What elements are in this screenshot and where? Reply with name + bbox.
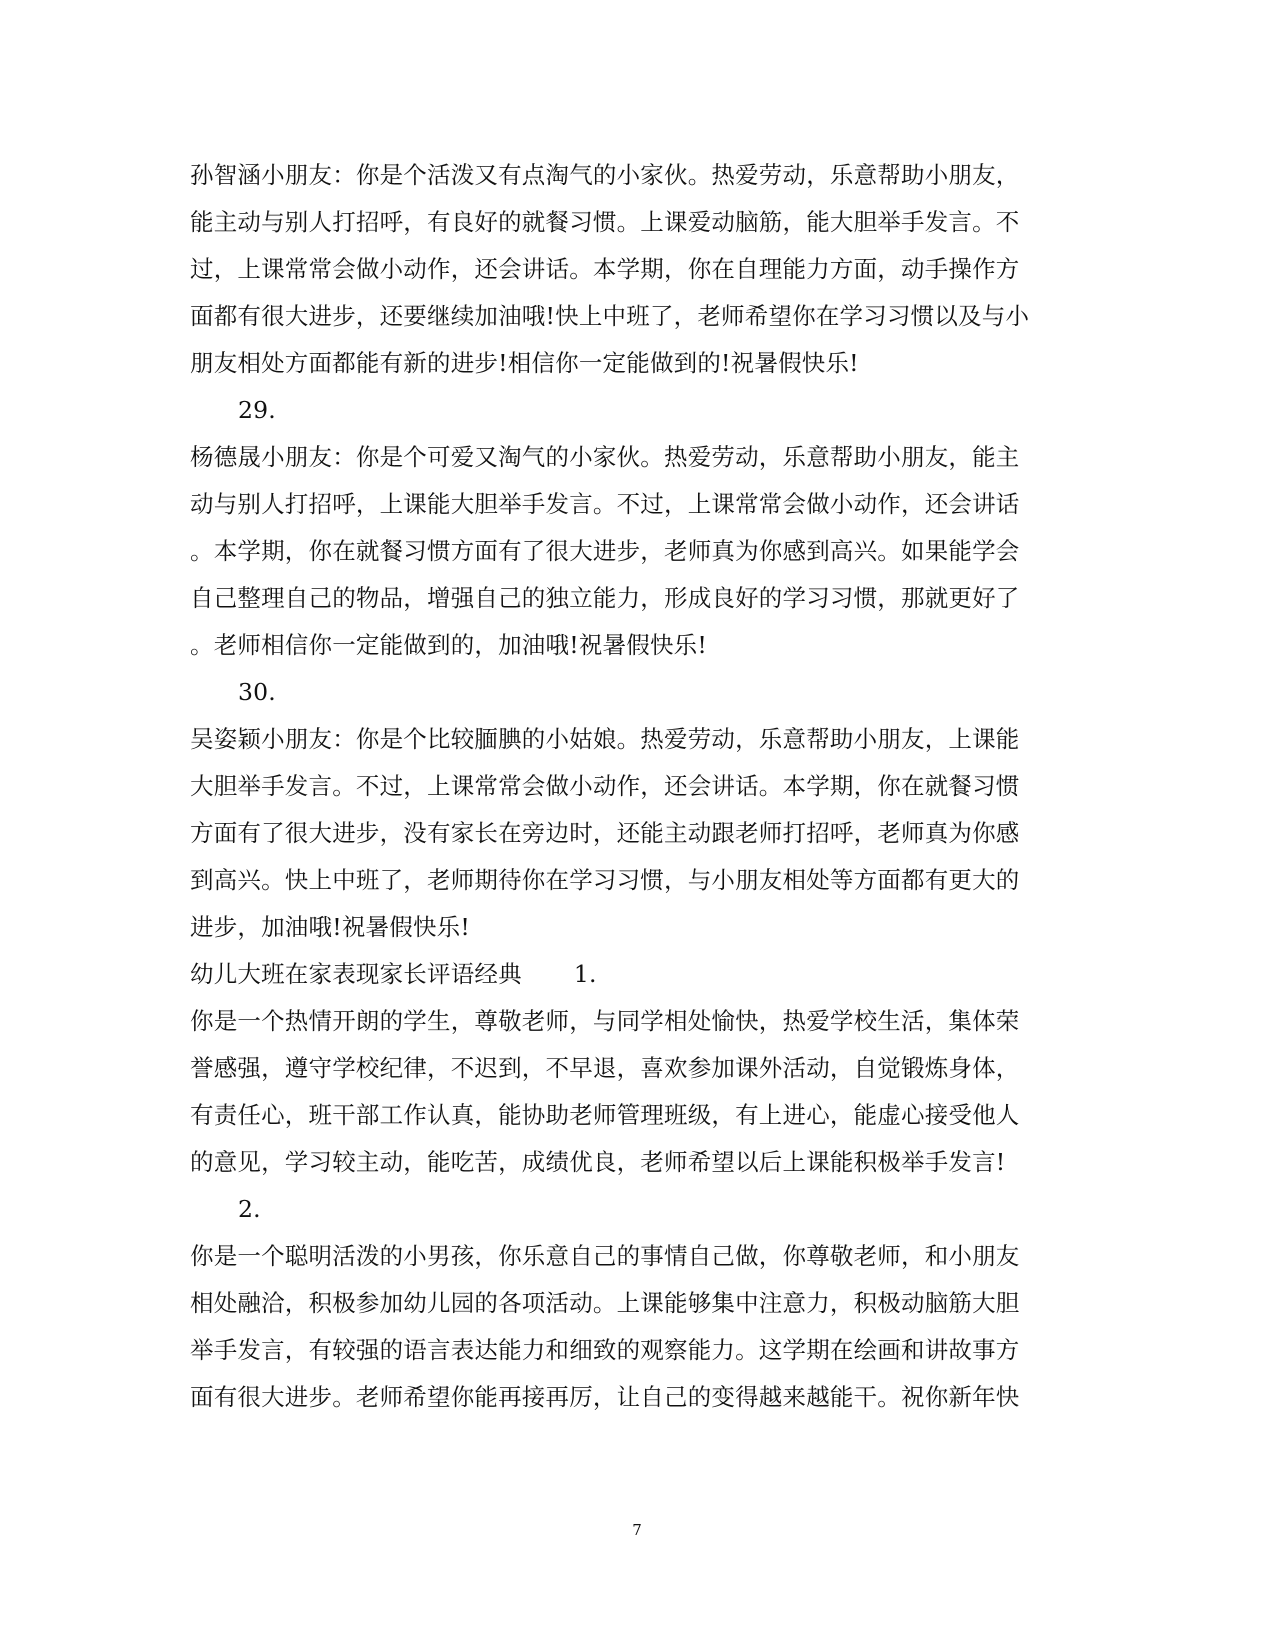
text-line: 吴姿颖小朋友：你是个比较腼腆的小姑娘。热爱劳动，乐意帮助小朋友，上课能 [190, 725, 1020, 753]
text-line: 动与别人打招呼，上课能大胆举手发言。不过，上课常常会做小动作，还会讲话 [190, 490, 1020, 518]
text-line: 过，上课常常会做小动作，还会讲话。本学期，你在自理能力方面，动手操作方 [190, 255, 1020, 283]
text-line: 杨德晟小朋友：你是个可爱又淘气的小家伙。热爱劳动，乐意帮助小朋友，能主 [190, 443, 1020, 471]
text-line: 相处融洽，积极参加幼儿园的各项活动。上课能够集中注意力，积极动脑筋大胆 [190, 1289, 1020, 1317]
text-line: 进步，加油哦!祝暑假快乐! [190, 913, 470, 941]
text-line: 方面有了很大进步，没有家长在旁边时，还能主动跟老师打招呼，老师真为你感 [190, 819, 1020, 847]
text-line: 你是一个聪明活泼的小男孩，你乐意自己的事情自己做，你尊敬老师，和小朋友 [190, 1242, 1020, 1270]
item-number: 30. [238, 678, 276, 706]
text-line: 有责任心，班干部工作认真，能协助老师管理班级，有上进心，能虚心接受他人 [190, 1101, 1020, 1129]
text-line: 你是一个热情开朗的学生，尊敬老师，与同学相处愉快，热爱学校生活，集体荣 [190, 1007, 1020, 1035]
item-number: 2. [238, 1195, 261, 1223]
text-line: 举手发言，有较强的语言表达能力和细致的观察能力。这学期在绘画和讲故事方 [190, 1336, 1020, 1364]
text-line: 大胆举手发言。不过，上课常常会做小动作，还会讲话。本学期，你在就餐习惯 [190, 772, 1020, 800]
item-number: 29. [238, 396, 276, 424]
section-heading-text: 幼儿大班在家表现家长评语经典 [190, 960, 522, 988]
section-heading [190, 959, 597, 989]
text-line: 朋友相处方面都能有新的进步!相信你一定能做到的!祝暑假快乐! [190, 349, 859, 377]
text-line: 面有很大进步。老师希望你能再接再厉，让自己的变得越来越能干。祝你新年快 [190, 1383, 1020, 1411]
text-line: 孙智涵小朋友：你是个活泼又有点淘气的小家伙。热爱劳动，乐意帮助小朋友， [190, 161, 1020, 189]
text-line: 誉感强，遵守学校纪律，不迟到，不早退，喜欢参加课外活动，自觉锻炼身体， [190, 1054, 1020, 1082]
text-line: 面都有很大进步，还要继续加油哦!快上中班了，老师希望你在学习习惯以及与小 [190, 302, 1030, 330]
text-line: 自己整理自己的物品，增强自己的独立能力，形成良好的学习习惯，那就更好了 [190, 584, 1020, 612]
text-line: 。老师相信你一定能做到的，加油哦!祝暑假快乐! [190, 631, 707, 659]
text-line: 能主动与别人打招呼，有良好的就餐习惯。上课爱动脑筋，能大胆举手发言。不 [190, 208, 1020, 236]
text-line: 。本学期，你在就餐习惯方面有了很大进步，老师真为你感到高兴。如果能学会 [190, 537, 1020, 565]
text-line: 到高兴。快上中班了，老师期待你在学习习惯，与小朋友相处等方面都有更大的 [190, 866, 1020, 894]
page-number: 7 [632, 1521, 642, 1539]
item-number: 1. [573, 960, 597, 988]
text-line: 的意见，学习较主动，能吃苦，成绩优良，老师希望以后上课能积极举手发言! [190, 1148, 1006, 1176]
